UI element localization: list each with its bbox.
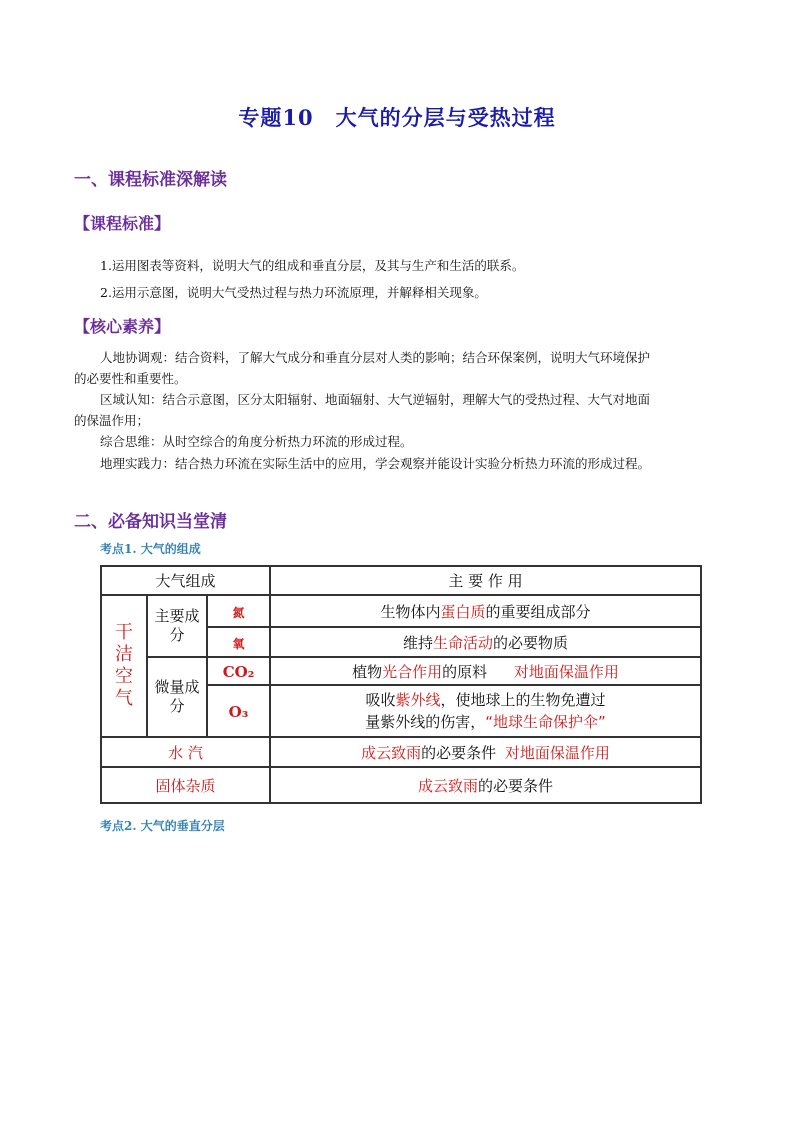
trace-components-label: 微量成分 (154, 678, 200, 715)
trace-components-cell (147, 657, 207, 737)
curriculum-item-1: 1.运用图表等资料，说明大气的组成和垂直分层，及其与生产和生活的联系。 (100, 258, 525, 273)
literacy-line-5: 综合思维：从时空综合的角度分析热力环流的形成过程。 (100, 434, 413, 449)
page-title: 专题10 大气的分层与受热过程 (238, 105, 556, 130)
curriculum-heading: 【课程标准】 (74, 214, 171, 233)
water-vapor-cell: 水 汽 (101, 737, 270, 767)
solid-impurities-cell: 固体杂质 (101, 767, 270, 803)
n2-cell (207, 595, 270, 627)
water-vapor-function: 成云致雨的必要条件 对地面保温作用 (270, 737, 701, 767)
literacy-line-2: 的必要性和重要性。 (74, 371, 187, 386)
keypoint-1: 考点1. 大气的组成 (100, 542, 201, 556)
keypoint-2: 考点2. 大气的垂直分层 (100, 819, 225, 833)
literacy-line-4: 的保温作用； (74, 413, 150, 428)
co2-label: CO₂ (222, 662, 255, 681)
o2-cell (207, 627, 270, 657)
literacy-heading: 【核心素养】 (74, 317, 171, 336)
o3-function: 吸收紫外线，使地球上的生物免遭过 量紫外线的伤害，“地球生命保护伞” (270, 685, 701, 737)
o2-label: 氧 (232, 636, 245, 651)
header-function: 主 要 作 用 (270, 566, 701, 595)
co2-function: 植物光合作用的原料 对地面保温作用 (270, 657, 701, 685)
o3-cell (207, 685, 270, 737)
main-components-cell (147, 595, 207, 657)
dry-air-label: 干洁空气 (115, 622, 133, 709)
co2-cell (207, 657, 270, 685)
section1-heading: 一、课程标准深解读 (74, 170, 227, 190)
curriculum-item-2: 2.运用示意图，说明大气受热过程与热力环流原理，并解释相关现象。 (100, 285, 487, 300)
section2-heading: 二、必备知识当堂清 (74, 512, 227, 532)
o2-function: 维持生命活动的必要物质 (270, 627, 701, 657)
header-composition: 大气组成 (101, 566, 270, 595)
o3-label: O₃ (228, 702, 249, 721)
n2-function: 生物体内蛋白质的重要组成部分 (270, 595, 701, 627)
literacy-line-6: 地理实践力：结合热力环流在实际生活中的应用，学会观察并能设计实验分析热力环流的形成过程。 (100, 456, 651, 471)
literacy-line-1: 人地协调观：结合资料，了解大气成分和垂直分层对人类的影响；结合环保案例，说明大气环境保护 (100, 350, 651, 365)
solid-impurities-function: 成云致雨的必要条件 (270, 767, 701, 803)
n2-label: 氮 (232, 605, 245, 620)
main-components-label: 主要成分 (154, 607, 200, 644)
atmosphere-composition-table (100, 565, 702, 804)
dry-air-cell (101, 595, 147, 737)
literacy-line-3: 区域认知：结合示意图，区分太阳辐射、地面辐射、大气逆辐射，理解大气的受热过程、大气对地面 (100, 392, 651, 407)
